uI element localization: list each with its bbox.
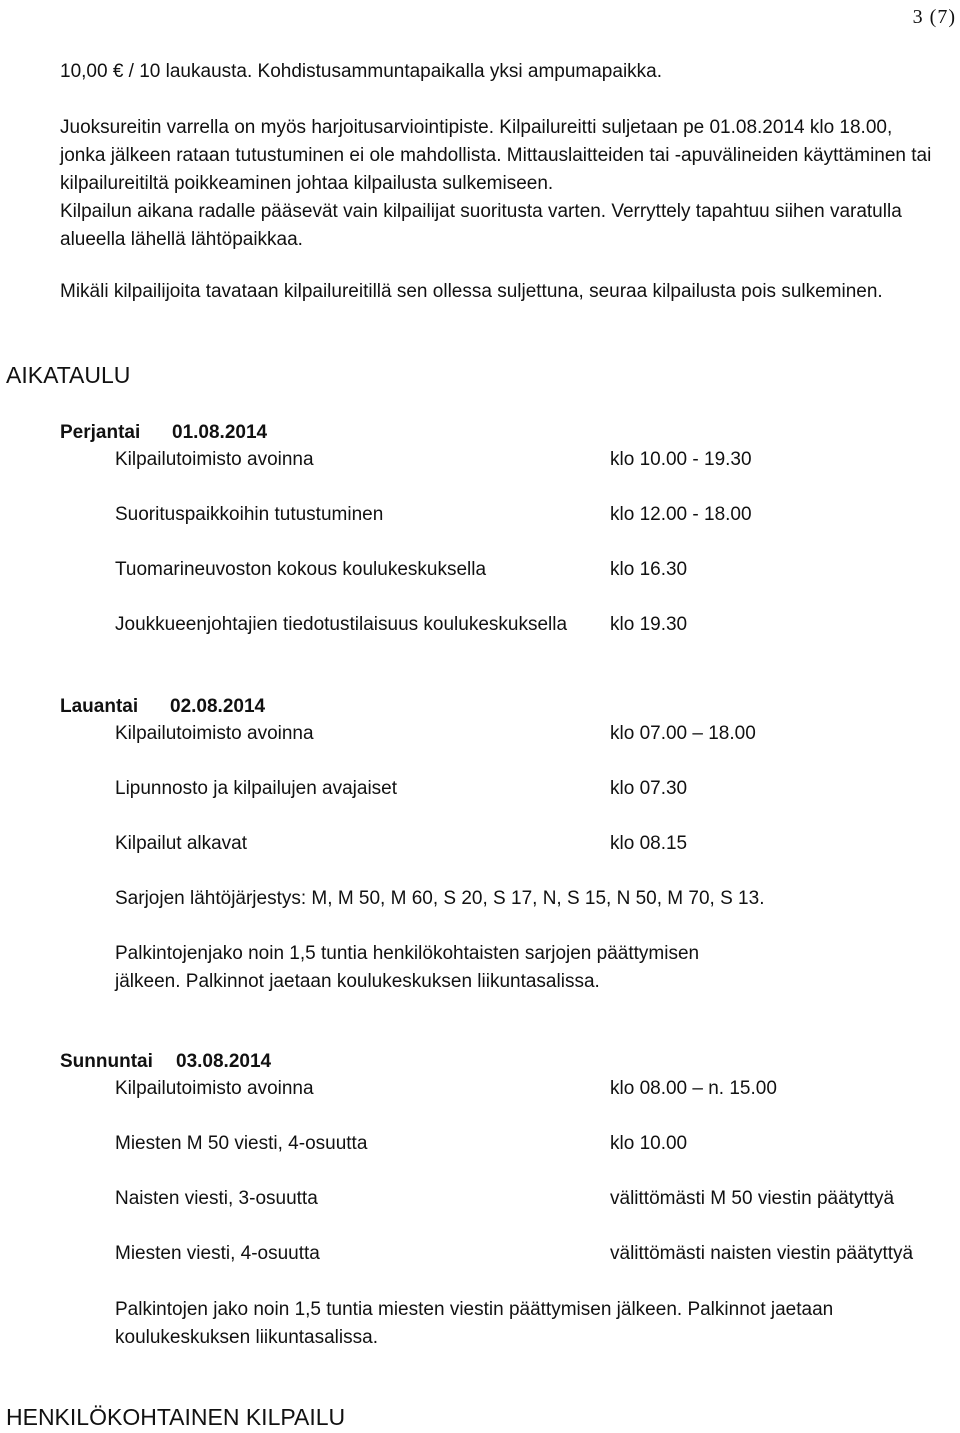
saturday-event-time: klo 07.30 [610,778,688,799]
intro-paragraph-line: Juoksureitin varrella on myös harjoitusarviointipiste. Kilpailureitti suljetaan pe 01.08.2014 klo 18.00, [60,117,893,138]
sunday-header [60,1051,272,1073]
friday-event-time: klo 10.00 - 19.30 [610,449,752,470]
intro-paragraph-line: Kilpailun aikana radalle pääsevät vain kilpailijat suoritusta varten. Verryttely tapahtuu siihen varatulla [60,201,902,222]
prize-note-line: koulukeskuksen liikuntasalissa. [115,1327,378,1348]
intro-paragraph-line: jonka jälkeen rataan tutustuminen ei ole mahdollista. Mittauslaitteiden tai -apuvälineiden käyttäminen tai [60,145,932,166]
sunday-event-label: Naisten viesti, 3-osuutta [115,1188,318,1209]
friday-header [60,422,268,444]
sunday-event-label: Miesten viesti, 4-osuutta [115,1243,320,1264]
saturday-event-time: klo 07.00 – 18.00 [610,723,756,744]
sunday-event-time: klo 10.00 [610,1133,688,1154]
saturday-event-label: Lipunnosto ja kilpailujen avajaiset [115,778,398,799]
saturday-event-label: Kilpailut alkavat [115,833,248,854]
prize-note-line: Palkintojenjako noin 1,5 tuntia henkilökohtaisten sarjojen päättymisen [115,943,700,964]
day-date: 02.08.2014 [170,696,266,717]
friday-event-time: klo 12.00 - 18.00 [610,504,752,525]
intro-line-fee: 10,00 € / 10 laukausta. Kohdistusammuntapaikalla yksi ampumapaikka. [60,61,663,82]
sunday-event-time: klo 08.00 – n. 15.00 [610,1078,777,1099]
saturday-event-label: Kilpailutoimisto avoinna [115,723,314,744]
page-number: 3 (7) [912,6,956,28]
day-name: Sunnuntai [60,1051,153,1072]
friday-event-time: klo 19.30 [610,614,688,635]
intro-paragraph-line: kilpailureitiltä poikkeaminen johtaa kilpailusta sulkemiseen. [60,173,554,194]
intro-closing-note: Mikäli kilpailijoita tavataan kilpailureitillä sen ollessa suljettuna, seuraa kilpailusta pois sulkeminen. [60,281,883,302]
day-date: 03.08.2014 [176,1051,272,1072]
saturday-header [60,696,266,718]
sunday-prize-note [115,1296,833,1352]
friday-event-time: klo 16.30 [610,559,688,580]
friday-event-label: Joukkueenjohtajien tiedotustilaisuus koulukeskuksella [115,614,568,635]
sunday-event-time: välittömästi M 50 viestin päätyttyä [610,1188,895,1209]
schedule-heading: AIKATAULU [6,362,131,388]
saturday-event-time: klo 08.15 [610,833,688,854]
individual-competition-heading: HENKILÖKOHTAINEN KILPAILU [6,1404,346,1430]
friday-event-label: Kilpailutoimisto avoinna [115,449,314,470]
day-date: 01.08.2014 [172,422,268,443]
day-name: Perjantai [60,422,141,443]
friday-event-label: Suorituspaikkoihin tutustuminen [115,504,384,525]
sunday-event-label: Kilpailutoimisto avoinna [115,1078,314,1099]
saturday-prize-note [115,940,699,996]
sunday-event-time: välittömästi naisten viestin päätyttyä [610,1243,914,1264]
saturday-start-order: Sarjojen lähtöjärjestys: M, M 50, M 60, S 20, S 17, N, S 15, N 50, M 70, S 13. [115,888,765,909]
sunday-event-label: Miesten M 50 viesti, 4-osuutta [115,1133,368,1154]
intro-paragraph-line: alueella lähellä lähtöpaikkaa. [60,229,303,250]
prize-note-line: Palkintojen jako noin 1,5 tuntia miesten viestin päättymisen jälkeen. Palkinnot jaetaan [115,1299,834,1320]
day-name: Lauantai [60,696,139,717]
intro-paragraph [60,114,931,254]
friday-event-label: Tuomarineuvoston kokous koulukeskuksella [115,559,487,580]
prize-note-line: jälkeen. Palkinnot jaetaan koulukeskuksen liikuntasalissa. [115,971,600,992]
